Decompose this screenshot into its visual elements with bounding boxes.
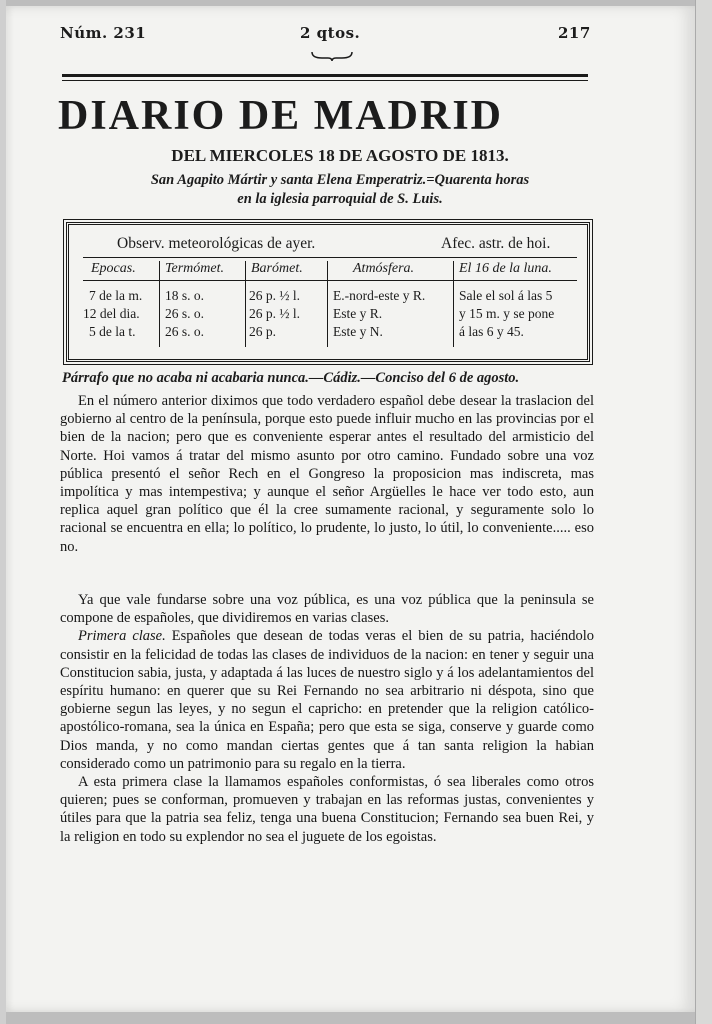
col-header-termometro: Termómet. [165, 261, 224, 276]
paragraph: A esta primera clase la llamamos españoles conformistas, ó sea liberales como otros quieren; pues se conforman, promueven y trabajan en las reformas justas, convenientes y útiles para que la patria sea feliz, tenga una buena Constitucion; Fernando sea buen Rei, y la religion en todo su explendor no sea el juguete de los egoistas. [60, 774, 594, 845]
table-rule-mid [83, 280, 577, 281]
article-body-continued [60, 591, 594, 846]
cell-astro: á las 6 y 45. [459, 324, 524, 339]
cell-baro: 26 p. [249, 324, 276, 339]
cell-term: 18 s. o. [165, 288, 205, 303]
paragraph [60, 627, 594, 773]
col-divider [327, 261, 328, 347]
cell-astro: y 15 m. y se pone [459, 306, 555, 321]
cell-epoca: 12 del dia. [83, 306, 140, 321]
col-divider [245, 261, 246, 347]
dateline: DEL MIERCOLES 18 DE AGOSTO DE 1813. [171, 146, 509, 165]
header-rule-thick [62, 74, 588, 77]
saints-line-2: en la iglesia parroquial de S. Luis. [237, 191, 443, 207]
masthead-title: DIARIO DE MADRID [58, 93, 504, 139]
astro-table-title: Afec. astr. de hoi. [441, 235, 551, 252]
col-header-epocas: Epocas. [91, 261, 136, 276]
weather-table-title: Observ. meteorológicas de ayer. [117, 235, 316, 252]
cell-term: 26 s. o. [165, 306, 205, 321]
header-rule-thin [62, 80, 588, 81]
page-number: 217 [558, 24, 591, 42]
table-row [89, 287, 142, 304]
paragraph: En el número anterior diximos que todo verdadero español debe desear la traslacion del gobierno al centro de la península, porque esto puede influir mucho en las provincias por el bien de la nacion; pero que es conveniente esperar antes el resultado del armisticio del Norte. Hoi vamos á tratar del mismo asunto por otro camino. Fundado sobre una voz pública presentó el señor Rech en el Gongreso la proposicion mas indiscreta, mas impolítica y mas intempestiva; y aunque el señor Argüelles le hace ver todo esto, aun replica aquel gran político que él la cree sumamente racional, y seguramente solo lo racional se encuentra en ella; lo político, lo prudente, lo justo, lo útil, lo conveniente..... eso no. [60, 393, 594, 555]
col-header-barometro: Barómet. [251, 261, 303, 276]
col-header-luna: El 16 de la luna. [459, 261, 552, 276]
cell-term: 26 s. o. [165, 324, 205, 339]
brace-ornament [310, 50, 354, 62]
article-rubric: Párrafo que no acaba ni acabaria nunca.—Cádiz.—Conciso del 6 de agosto. [62, 370, 520, 386]
article-body [60, 392, 594, 556]
paragraph-text: Españoles que desean de todas veras el bien de su patria, haciéndolo consistir en la felicidad de todas las clases de individuos de la nacion: en tener y seguir una Constitucion sabia, justa, y adaptada á las luces de nuestro siglo y á los adelantamientos del espíritu humano: en querer que su Rei Fernando no sea arbitrario ni déspota, sino que gobierne segun las leyes, y no segun el capricho: en pretender que la religion católico-apostólico-romana, sea la única en España; pero que esta se siga, conserve y guarde como Dios manda, y no como mandan ciertas gentes que á tan santa religion la habian considerado como un patrimonio para su regalo en la tierra. [60, 628, 595, 772]
paragraph: Ya que vale fundarse sobre una voz pública, es una voz pública que la peninsula se compone de españoles, que dividiremos en varias clases. [60, 592, 594, 627]
paragraph-lead: Primera clase. [78, 628, 166, 645]
cell-baro: 26 p. ½ l. [249, 306, 301, 321]
col-header-atmosfera: Atmósfera. [353, 261, 415, 276]
col-divider [453, 261, 454, 347]
weather-table [66, 222, 590, 362]
cell-epoca: 5 de la t. [89, 324, 136, 339]
cell-atm: E.-nord-este y R. [333, 288, 426, 303]
saints-of-the-day [40, 171, 640, 209]
col-divider [159, 261, 160, 347]
price: 2 qtos. [300, 24, 361, 42]
issue-number: Núm. 231 [60, 24, 147, 42]
cell-baro: 26 p. ½ l. [249, 288, 301, 303]
cell-atm: Este y N. [333, 324, 383, 339]
saints-line-1: San Agapito Mártir y santa Elena Emperatriz.=Quarenta horas [150, 172, 530, 188]
cell-atm: Este y R. [333, 306, 383, 321]
page-stack-edge [695, 0, 712, 1024]
cell-epoca: 7 de la m. [89, 288, 143, 303]
table-rule-top [83, 257, 577, 258]
cell-astro: Sale el sol á las 5 [459, 288, 553, 303]
